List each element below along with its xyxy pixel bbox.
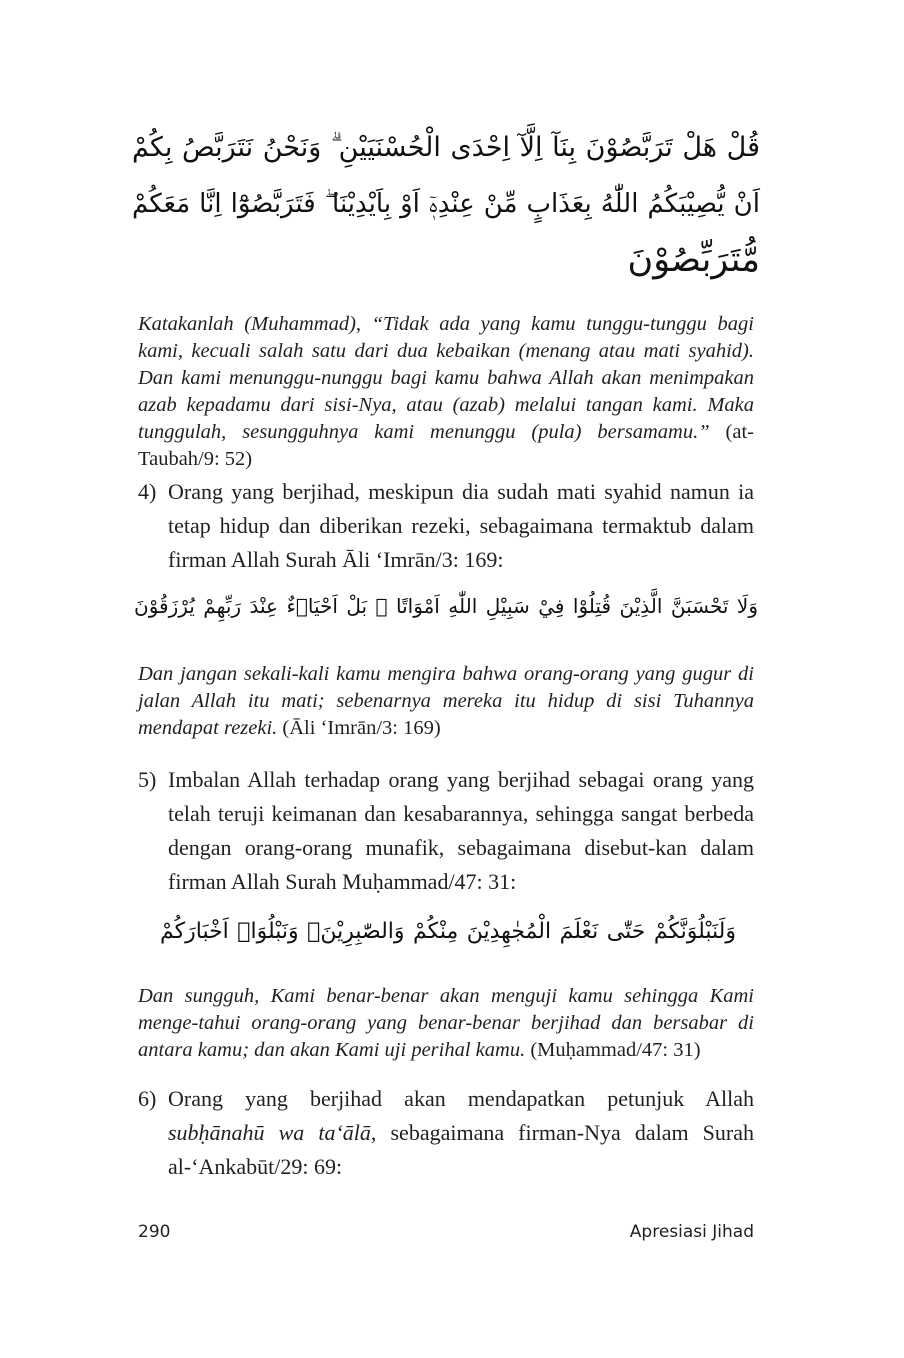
arabic-line: وَلَنَبْلُوَنَّكُمْ حَتّٰى نَعْلَمَ الْمُجٰهِدِيْنَ مِنْكُمْ وَالصّٰبِرِيْنَۙ وَنَبْلُوَا۟ اَخْبَارَكُمْ: [160, 919, 736, 944]
list-item-5: [138, 763, 754, 899]
running-title: Apresiasi Jihad: [629, 1222, 754, 1242]
list-number: 4): [138, 479, 157, 504]
translation-text: Dan jangan sekali-kali kamu mengira bahwa orang-orang yang gugur di jalan Allah itu mati; sebenarnya mereka itu hidup di sisi Tuhannya mendapat rezeki.: [138, 663, 754, 739]
list-item-6: [138, 1082, 754, 1184]
translation-taubah-52: [138, 311, 754, 473]
list-item-text: Imbalan Allah terhadap orang yang berjihad sebagai orang yang telah teruji keimanan dan kesabarannya, sehingga sangat berbeda dengan orang-orang munafik, sebagaimana disebut-kan dalam firman Allah Surah Muḥammad/47: 31:: [168, 767, 754, 894]
translation-ali-imran-169: [138, 661, 754, 742]
verse-reference: (Muḥammad/47: 31): [530, 1039, 701, 1061]
arabic-verse-ali-imran-169: [134, 578, 758, 634]
arabic-line: مُّتَرَبِّصُوْنَ: [627, 240, 760, 280]
list-number: 6): [138, 1086, 157, 1111]
list-number: 5): [138, 767, 157, 792]
arabic-verse-taubah-52: [132, 120, 760, 288]
verse-reference: (at-Taubah/9: 52): [138, 421, 754, 470]
page-number: 290: [138, 1222, 171, 1242]
list-item-text-start: Orang yang berjihad akan mendapatkan petunjuk Allah: [168, 1086, 754, 1111]
arabic-line: وَلَا تَحْسَبَنَّ الَّذِيْنَ قُتِلُوْا فِيْ سَبِيْلِ اللّٰهِ اَمْوَاتًا ۗ بَلْ اَحْيَاۤءٌ عِنْدَ رَبِّهِمْ يُرْزَقُوْنَ: [134, 594, 758, 618]
list-item-text: [168, 1082, 754, 1184]
verse-reference: (Āli ‘Imrān/3: 169): [282, 717, 441, 739]
list-item-text: Orang yang berjihad, meskipun dia sudah mati syahid namun ia tetap hidup dan diberikan rezeki, sebagaimana termaktub dalam firman Allah Surah Āli ‘Imrān/3: 169:: [168, 479, 754, 572]
translation-text: Dan sungguh, Kami benar-benar akan menguji kamu sehingga Kami menge-tahui orang-orang yang benar-benar berjihad dan bersabar di antara kamu; dan akan Kami uji perihal kamu.: [138, 985, 754, 1061]
list-item-4: [138, 475, 754, 577]
arabic-line: قُلْ هَلْ تَرَبَّصُوْنَ بِنَآ اِلَّآ اِحْدَى الْحُسْنَيَيْنِ ۗ وَنَحْنُ نَتَرَبَّصُ بِكُمْ: [132, 132, 760, 163]
list-item-text-italic: subḥānahū wa ta‘ālā: [168, 1120, 371, 1145]
translation-text: Katakanlah (Muhammad), “Tidak ada yang kamu tunggu-tunggu bagi kami, kecuali salah satu dari dua kebaikan (menang atau mati syahid). Dan kami menunggu-nunggu bagi kamu bahwa Allah akan menimpakan azab kepadamu dari sisi-Nya, atau (azab) melalui tangan kami. Maka tunggulah, sesungguhnya kami menunggu (pula) bersamamu.”: [138, 313, 754, 443]
translation-muhammad-31: [138, 983, 754, 1064]
arabic-line: اَنْ يُّصِيْبَكُمُ اللّٰهُ بِعَذَابٍ مِّنْ عِنْدِهٖٓ اَوْ بِاَيْدِيْنَا ۖ فَتَرَبَّصُوْٓا اِنَّا مَعَكُمْ: [132, 189, 760, 219]
list-item-text-end: , sebagaimana firman-Nya dalam Surah al-‘Ankabūt/29: 69:: [168, 1120, 754, 1179]
arabic-verse-muhammad-31: [160, 904, 736, 960]
